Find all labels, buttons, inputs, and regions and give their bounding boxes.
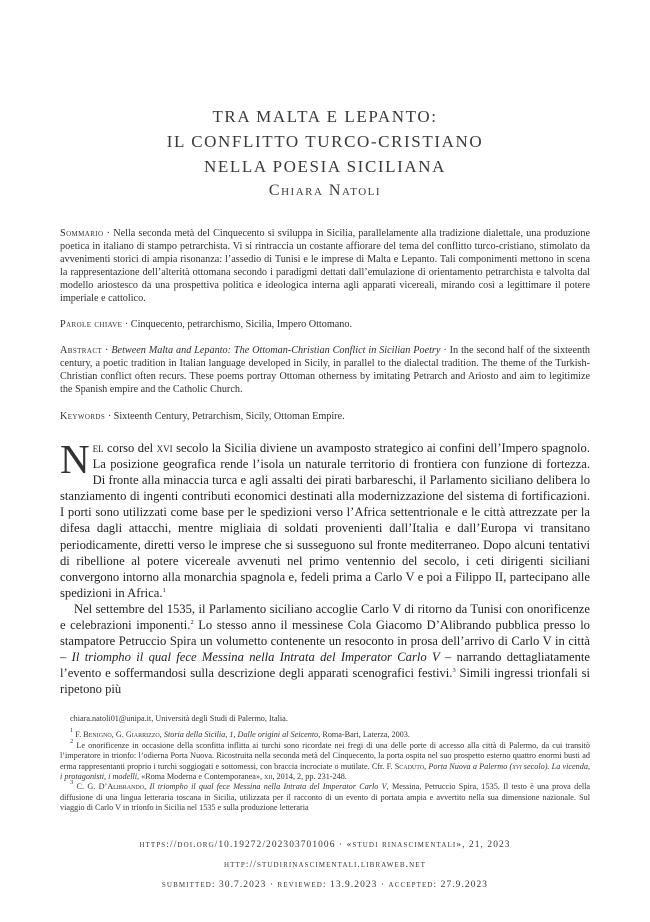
abstract-block (60, 344, 590, 396)
footnote-1-sep: , (159, 730, 164, 740)
sommario-block (60, 227, 590, 305)
footnote-3-author: C. G. D’Alibrando (76, 782, 145, 792)
abstract-label: Abstract (60, 345, 103, 356)
footnote-1-title: Storia della Sicilia, 1, Dalle origini al Seicento (163, 730, 319, 740)
footnote-1-author: F. Benigno, G. Giarrizzo (75, 730, 160, 740)
footnote-1-number: 1 (70, 727, 74, 735)
abstract-text: · In the second half of the sixteenth century, a poetic tradition in Italian language developed in Sicily, in parallel to the dialectal tradition. The theme of the Turkish-Christian conflict often recurs. These poems portray Ottoman otherness by imitating Petrarch and Ariosto and aim to legitimize the Spanish empire and the Catholic Church. (60, 345, 590, 395)
sommario-text: Nella seconda metà del Cinquecento si sviluppa in Sicilia, parallelamente alla tradizione dialettale, una produzione poetica in italiano di stampo petrarchista. Vi si rintraccia un costante affiorare del tema del conflitto turco-cristiano, stimolato da avvenimenti storici di ampia risonanza: l’assedio di Tunisi e le imprese di Malta e Lepanto. Tali componimenti mettono in scena la rappresentazione dell’alterità ottomana secondo i paradigmi dettati dall’emulazione di orientamento petrarchista e talvolta dal modello ariostesco da una prospettiva politica e ideologica interna agli apparati vicereali, mirando così a legittimare il potere imperiale e cattolico. (60, 228, 590, 304)
footnotes (60, 714, 590, 814)
sommario-separator: · (103, 228, 114, 239)
footnote-2-number: 2 (70, 737, 74, 745)
footnote-2-sep: , (424, 761, 429, 771)
footnote-2-title-b: secolo). La vicenda, i protagonisti, i modelli (60, 761, 591, 782)
footnote-3-rest: , Messina, Petruccio Spira, 1535. Il testo è una prova della diffusione di una lingua letteraria toscana in Sicilia, utilizzata per il racconto di un evento di portata ampia e avvertito nella sua dimensione nazionale. Sul viaggio di Carlo V in trionfo in Sicilia nel 1535 e sulla produzione letteraria (60, 782, 591, 813)
keywords-label: Keywords (60, 411, 106, 422)
body-text (60, 436, 590, 698)
drop-cap-continuation: el (92, 441, 104, 455)
footnote-2 (60, 737, 591, 783)
footnote-2-text-c: , 2014, 2, pp. 231-248. (272, 772, 347, 782)
drop-cap: N (60, 436, 90, 482)
footnote-3-title: Il triompho il qual fece Messina nella Intrata del Imperator Carlo V (149, 782, 387, 792)
body-paragraph-1 (60, 436, 590, 601)
footnote-1 (60, 727, 590, 740)
parole-chiave-text: Cinquecento, petrarchismo, Sicilia, Impero Ottomano. (130, 319, 353, 330)
parole-chiave-separator: · (122, 319, 131, 330)
footnote-2-title-a: Porta Nuova a Palermo ( (428, 761, 513, 771)
keywords-block (60, 410, 590, 423)
footnote-2-volume: xii (264, 772, 273, 782)
body-p2-text-a: Nel settembre del 1535, il Parlamento siciliano accoglie Carlo V di ritorno da Tunisi con onorificenze e celebrazioni imponenti. (60, 601, 590, 633)
footnote-ref-3[interactable]: 3 (452, 667, 456, 675)
body-p1-text-b: secolo la Sicilia diviene un avamposto strategico ai confini dell’Impero spagnolo. La posizione geografica rende l’isola un naturale territorio di frontiera con funzione di fortezza. Di fronte alla minaccia turca e agli assalti dei pirati barbareschi, il Parlamento siciliano delibera lo stanziamento di ingenti contributi economici destinati alla modernizzazione del sistema di fortificazioni. I porti sono utilizzati come base per le spedizioni verso l’Africa settentrionale e le città attrezzate per la difesa dagli attacchi, mentre migliaia di soldati provenienti dall’Italia e dall’Europa vi transitano periodicamente, diretti verso le imprese che si susseguono sul fronte mediterraneo. Dopo alcuni tentativi di ribellione al potere vicereale avvenuti nel primo ventennio del secolo, i ceti dirigenti siciliani convergono intorno alla monarchia spagnola e, fedeli prima a Carlo V e poi a Filippo II, partecipano alle spedizioni in Africa. (60, 441, 590, 600)
abstract-separator: · (102, 345, 112, 356)
sommario-label: Sommario (60, 228, 104, 239)
body-p2-text-b: Lo stesso anno il messinese Cola Giacomo D’Alibrando pubblica presso lo stampatore Petruccio Spira un volumetto contenente un resoconto in prosa dell’arrivo di Carlo V in città – (60, 618, 590, 665)
footnote-ref-1[interactable]: 1 (162, 586, 166, 594)
body-p2-italic-title: Il triompho il qual fece Messina nella Intrata del Imperator Carlo V (71, 650, 440, 665)
footnote-2-author: F. Scaduto (386, 761, 425, 771)
article-title-line-3: NELLA POESIA SICILIANA (203, 157, 447, 176)
footnote-2-text-b: , «Roma Moderna e Contemporanea», (137, 772, 265, 782)
article-title-line-1: TRA MALTA E LEPANTO: (212, 107, 438, 126)
footnote-1-rest: , Roma-Bari, Laterza, 2003. (318, 730, 410, 740)
keywords-separator: · (105, 411, 114, 422)
keywords-text: Sixteenth Century, Petrarchism, Sicily, Ottoman Empire. (113, 411, 345, 422)
body-paragraph-2 (60, 601, 590, 698)
parole-chiave-label: Parole chiave (60, 319, 123, 330)
author-email-affiliation: chiara.natoli01@unipa.it, Università degli Studi di Palermo, Italia. (70, 714, 288, 723)
abstract-title: Between Malta and Lepanto: The Ottoman-Christian Conflict in Sicilian Poetry (111, 345, 441, 356)
article-title-line-2: IL CONFLITTO TURCO-CRISTIANO (166, 132, 484, 151)
body-p2-text-d: Simili ingressi trionfali si ripetono più (60, 666, 590, 697)
body-p1-text-a: corso del (103, 441, 157, 455)
footnote-ref-2[interactable]: 2 (190, 619, 194, 627)
footnote-2-text-a: Le onorificenze in occasione della sconfitta inflitta ai turchi sono ricordate nei fregi di una delle porte di accesso alla città di Palermo, da cui transitò l’imperatore in trionfo: l’odierna Porta Nuova. Ricostruita nella seconda metà del Cinquecento, la porta ospita nel suo prospetto esterno quattro enormi busti ad erma rappresentanti proprio i turchi soggiogati e sottomessi, con braccia incrociate o mutilate. Cfr. (60, 740, 590, 771)
parole-chiave-block (60, 318, 590, 331)
footer-website-link[interactable]: http://studirinascimentali.libraweb.net (223, 860, 427, 870)
footer-submission-dates: submitted: 30.7.2023 · reviewed: 13.9.2023 · accepted: 27.9.2023 (161, 880, 489, 890)
footer-doi-line[interactable]: https://doi.org/10.19272/202303701006 · «studi rinascimentali», 21, 2023 (139, 840, 511, 850)
footnote-3-sep: , (144, 782, 150, 792)
footnote-2-century: xvi (512, 761, 522, 771)
footnote-3-number: 3 (70, 779, 74, 787)
author-name: Chiara Natoli (268, 182, 382, 199)
footnote-3 (60, 779, 591, 813)
century-numeral: xvi (156, 441, 173, 455)
body-p2-text-c: – narrando dettagliatamente l’evento e soffermandosi sulla descrizione degli apparati scenografici festivi. (60, 650, 590, 681)
